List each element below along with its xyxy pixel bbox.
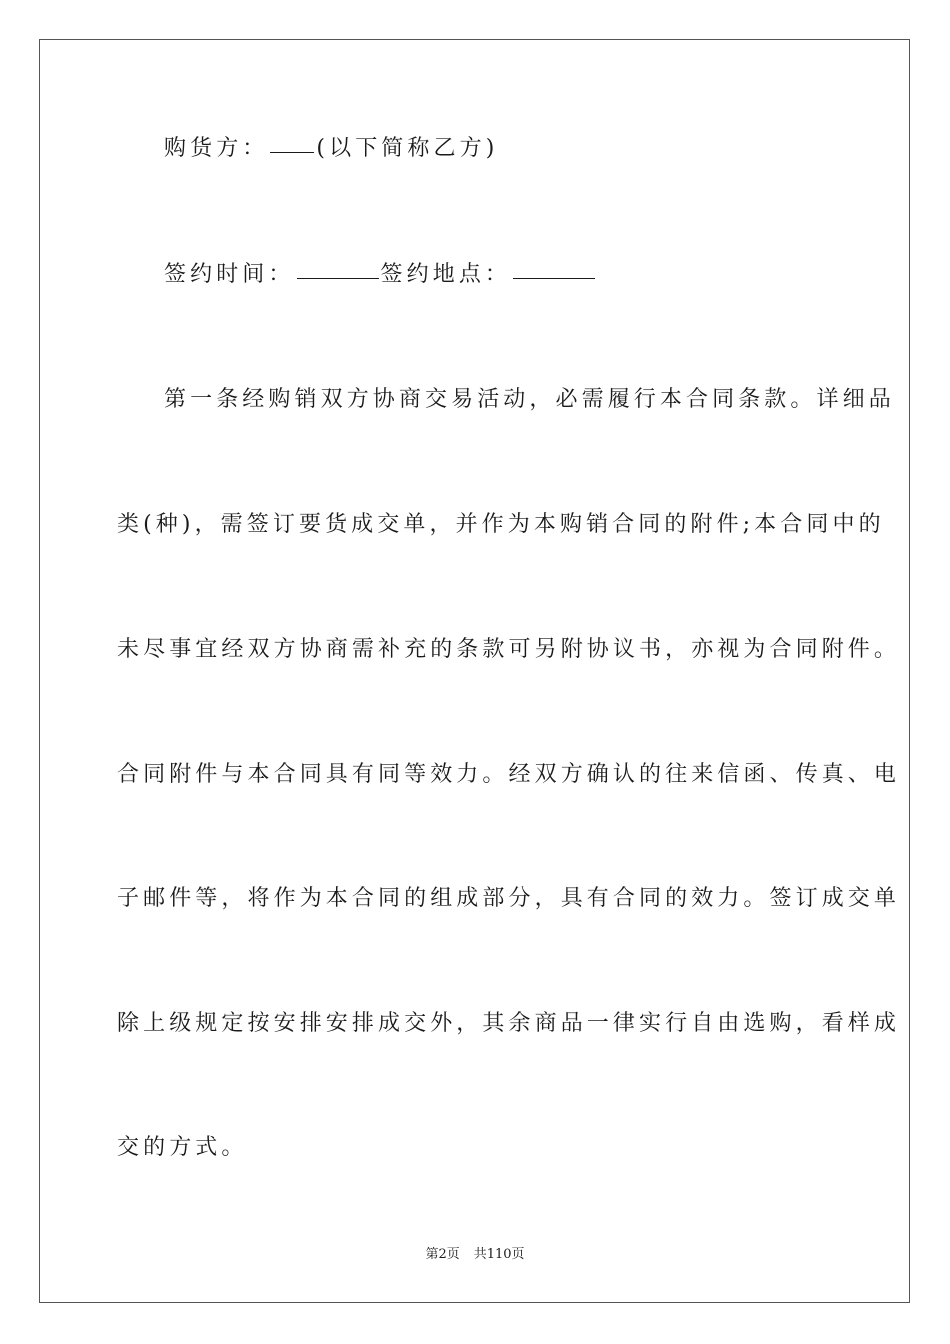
sign-place-label: 签约地点： [380, 262, 512, 287]
paragraph-line: 子邮件等，将作为本合同的组成部分，具有合同的效力。签订成交单 [117, 886, 901, 911]
sign-time-blank[interactable] [297, 278, 379, 279]
buyer-blank[interactable] [270, 152, 314, 153]
buyer-label: 购货方： [164, 136, 269, 161]
paragraph-line: 合同附件与本合同具有同等效力。经双方确认的往来信函、传真、电 [117, 762, 901, 787]
paragraph-line: 未尽事宜经双方协商需补充的条款可另附协议书，亦视为合同附件。 [117, 637, 901, 662]
page-footer [0, 1247, 950, 1263]
sign-place-blank[interactable] [513, 278, 595, 279]
paragraph-line: 第一条经购销双方协商交易活动，必需履行本合同条款。详细品 [164, 387, 895, 412]
page-number: 第2页 [425, 1247, 460, 1262]
sign-time-label: 签约时间： [164, 262, 295, 287]
paragraph-line: 除上级规定按安排安排成交外，其余商品一律实行自由选购，看样成 [117, 1011, 901, 1036]
buyer-line [164, 135, 884, 163]
paragraph-line: 类(种)，需签订要货成交单，并作为本购销合同的附件;本合同中的 [117, 512, 885, 537]
page-total: 共110页 [473, 1247, 525, 1262]
paragraph-line: 交的方式。 [117, 1135, 248, 1160]
sign-line [164, 261, 884, 289]
buyer-suffix: (以下简称乙方) [316, 136, 499, 161]
page-border [39, 39, 910, 1303]
